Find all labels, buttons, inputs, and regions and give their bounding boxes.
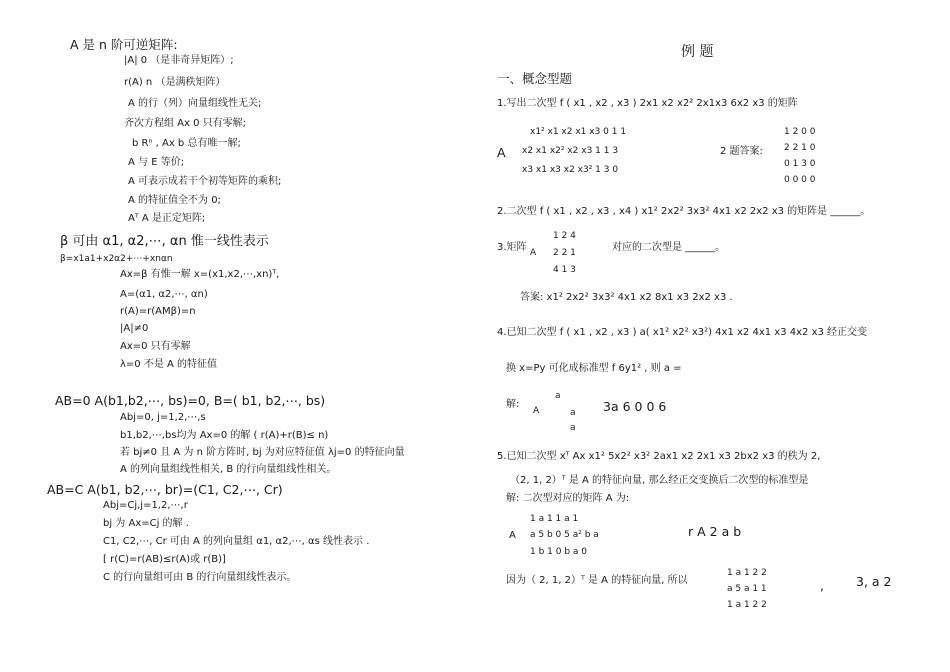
page-title: 例 题 bbox=[681, 44, 714, 60]
left-text-23: AB=C A(b1, b2,⋯, br)=(C1, C2,⋯, Cr) bbox=[47, 482, 283, 497]
left-text-1: |A| 0 （是非奇异矩阵）; bbox=[124, 55, 234, 66]
left-text-28: C 的行向量组可由 B 的行向量组线性表示。 bbox=[103, 572, 297, 583]
left-text-0: A 是 n 阶可逆矩阵: bbox=[70, 37, 178, 52]
right-text-36: 1 a 1 2 2 bbox=[727, 568, 767, 578]
left-text-22: A 的列向量组线性相关, B 的行向量组线性相关。 bbox=[120, 464, 337, 475]
left-text-27: [ r(C)=r(AB)≤r(A)或 r(B)] bbox=[103, 554, 226, 565]
left-text-10: β 可由 α1, α2,⋯, αn 惟一线性表示 bbox=[60, 234, 269, 249]
right-text-28: （2, 1, 2）ᵀ 是 A 的特征向量, 那么经正交变换后二次型的标准型是 bbox=[510, 475, 809, 486]
right-text-32: a 5 b 0 5 a² b a bbox=[530, 530, 599, 540]
left-text-16: Ax=0 只有零解 bbox=[120, 341, 191, 352]
right-text-26: a bbox=[570, 423, 576, 433]
right-text-7: 1 2 0 0 bbox=[784, 127, 816, 137]
right-text-6: x3 x1 x3 x2 x3² 1 3 0 bbox=[522, 165, 619, 175]
left-text-13: A=(α1, α2,⋯, αn) bbox=[120, 289, 208, 300]
left-text-21: 若 bj≠0 且 A 为 n 阶方阵时, bj 为对应特征值 λj=0 的特征向量 bbox=[120, 447, 405, 458]
right-text-24: a bbox=[570, 408, 576, 418]
right-text-34: r A 2 a b bbox=[688, 524, 742, 539]
right-text-37: a 5 a 1 1 bbox=[727, 584, 767, 594]
left-text-20: b1,b2,⋯,bs均为 Ax=0 的解 ( r(A)+r(B)≤ n) bbox=[120, 430, 329, 441]
left-text-17: λ=0 不是 A 的特征值 bbox=[120, 359, 218, 370]
right-text-20: 换 x=Py 可化成标准型 f 6y1² , 则 a = bbox=[506, 363, 682, 374]
right-text-38: 1 a 1 2 2 bbox=[727, 600, 767, 610]
right-text-30: 1 a 1 1 a 1 bbox=[530, 514, 579, 524]
left-text-12: Ax=β 有惟一解 x=(x1,x2,⋯,xn)ᵀ, bbox=[120, 269, 280, 280]
left-text-6: A 与 E 等价; bbox=[128, 157, 185, 168]
right-text-8: 2 2 1 0 bbox=[784, 143, 816, 153]
right-text-1: 1.写出二次型 f ( x1 , x2 , x3 ) 2x1 x2 x2² 2x1x3 6x2 x3 的矩阵 bbox=[497, 98, 798, 109]
left-text-2: r(A) n （是满秩矩阵） bbox=[124, 77, 226, 88]
left-text-11: β=x1a1+x2α2+⋯+xnαn bbox=[60, 254, 173, 264]
right-text-11: 2.二次型 f ( x1 , x2 , x3 , x4 ) x1² 2x2² 3x3² 4x1 x2 2x2 x3 的矩阵是 ______。 bbox=[497, 206, 871, 217]
right-text-23: A bbox=[533, 406, 540, 416]
left-text-19: Abj=0, j=1,2,⋯,s bbox=[120, 412, 206, 423]
right-text-3: A bbox=[497, 145, 506, 160]
left-text-4: 齐次方程组 Ax 0 只有零解; bbox=[124, 118, 247, 129]
right-text-12: 3.矩阵 bbox=[497, 242, 527, 253]
right-text-35: 因为（ 2, 1, 2）ᵀ 是 A 的特征向量, 所以 bbox=[506, 575, 688, 586]
right-text-13: 1 2 4 bbox=[553, 231, 576, 241]
left-text-5: b Rⁿ , Ax b 总有唯一解; bbox=[132, 138, 241, 149]
left-text-18: AB=0 A(b1,b2,⋯, bs)=0, B=( b1, b2,⋯, bs) bbox=[55, 393, 326, 408]
left-text-26: C1, C2,⋯, Cr 可由 A 的列向量组 α1, α2,⋯, αs 线性表示 . bbox=[103, 536, 370, 547]
right-text-25: 3a 6 0 0 6 bbox=[603, 399, 667, 414]
right-text-33: 1 b 1 0 b a 0 bbox=[530, 547, 588, 557]
right-text-39: , bbox=[820, 578, 824, 593]
right-text-2: x1² x1 x2 x1 x3 0 1 1 bbox=[530, 127, 627, 137]
left-text-9: Aᵀ A 是正定矩阵; bbox=[128, 213, 206, 224]
right-text-14: A bbox=[530, 248, 537, 258]
right-text-18: 答案: x1² 2x2² 3x3² 4x1 x2 8x1 x3 2x2 x3 . bbox=[520, 292, 733, 303]
right-text-17: 对应的二次型是 ______。 bbox=[612, 242, 726, 253]
left-text-15: |A|≠0 bbox=[120, 323, 149, 334]
right-text-21: 解: bbox=[506, 399, 520, 410]
right-text-40: 3, a 2 bbox=[856, 574, 892, 589]
right-text-4: x2 x1 x2² x2 x3 1 1 3 bbox=[522, 146, 619, 156]
right-text-29: 解: 二次型对应的矩阵 A 为: bbox=[506, 493, 630, 504]
left-text-3: A 的行（列）向量组线性无关; bbox=[128, 98, 262, 109]
right-text-16: 4 1 3 bbox=[553, 265, 576, 275]
left-text-24: Abj=Cj,j=1,2,⋯,r bbox=[103, 500, 188, 511]
left-text-8: A 的特征值全不为 0; bbox=[128, 195, 221, 206]
right-text-0: 一、概念型题 bbox=[497, 71, 573, 86]
left-text-25: bj 为 Ax=Cj 的解 . bbox=[103, 518, 189, 529]
left-text-14: r(A)=r(AMβ)=n bbox=[120, 306, 196, 317]
right-text-27: 5.已知二次型 xᵀ Ax x1² 5x2² x3² 2ax1 x2 2x1 x3 2bx2 x3 的秩为 2, bbox=[497, 451, 821, 462]
right-text-10: 0 0 0 0 bbox=[784, 175, 816, 185]
right-text-5: 2 题答案: bbox=[720, 146, 763, 157]
left-text-7: A 可表示成若干个初等矩阵的乘积; bbox=[128, 176, 282, 187]
right-text-22: a bbox=[555, 391, 561, 401]
right-text-31: A bbox=[509, 530, 516, 541]
right-text-9: 0 1 3 0 bbox=[784, 159, 816, 169]
right-text-19: 4.已知二次型 f ( x1 , x2 , x3 ) a( x1² x2² x3²) 4x1 x2 4x1 x3 4x2 x3 经正交变 bbox=[497, 327, 868, 338]
right-text-15: 2 2 1 bbox=[553, 248, 576, 258]
